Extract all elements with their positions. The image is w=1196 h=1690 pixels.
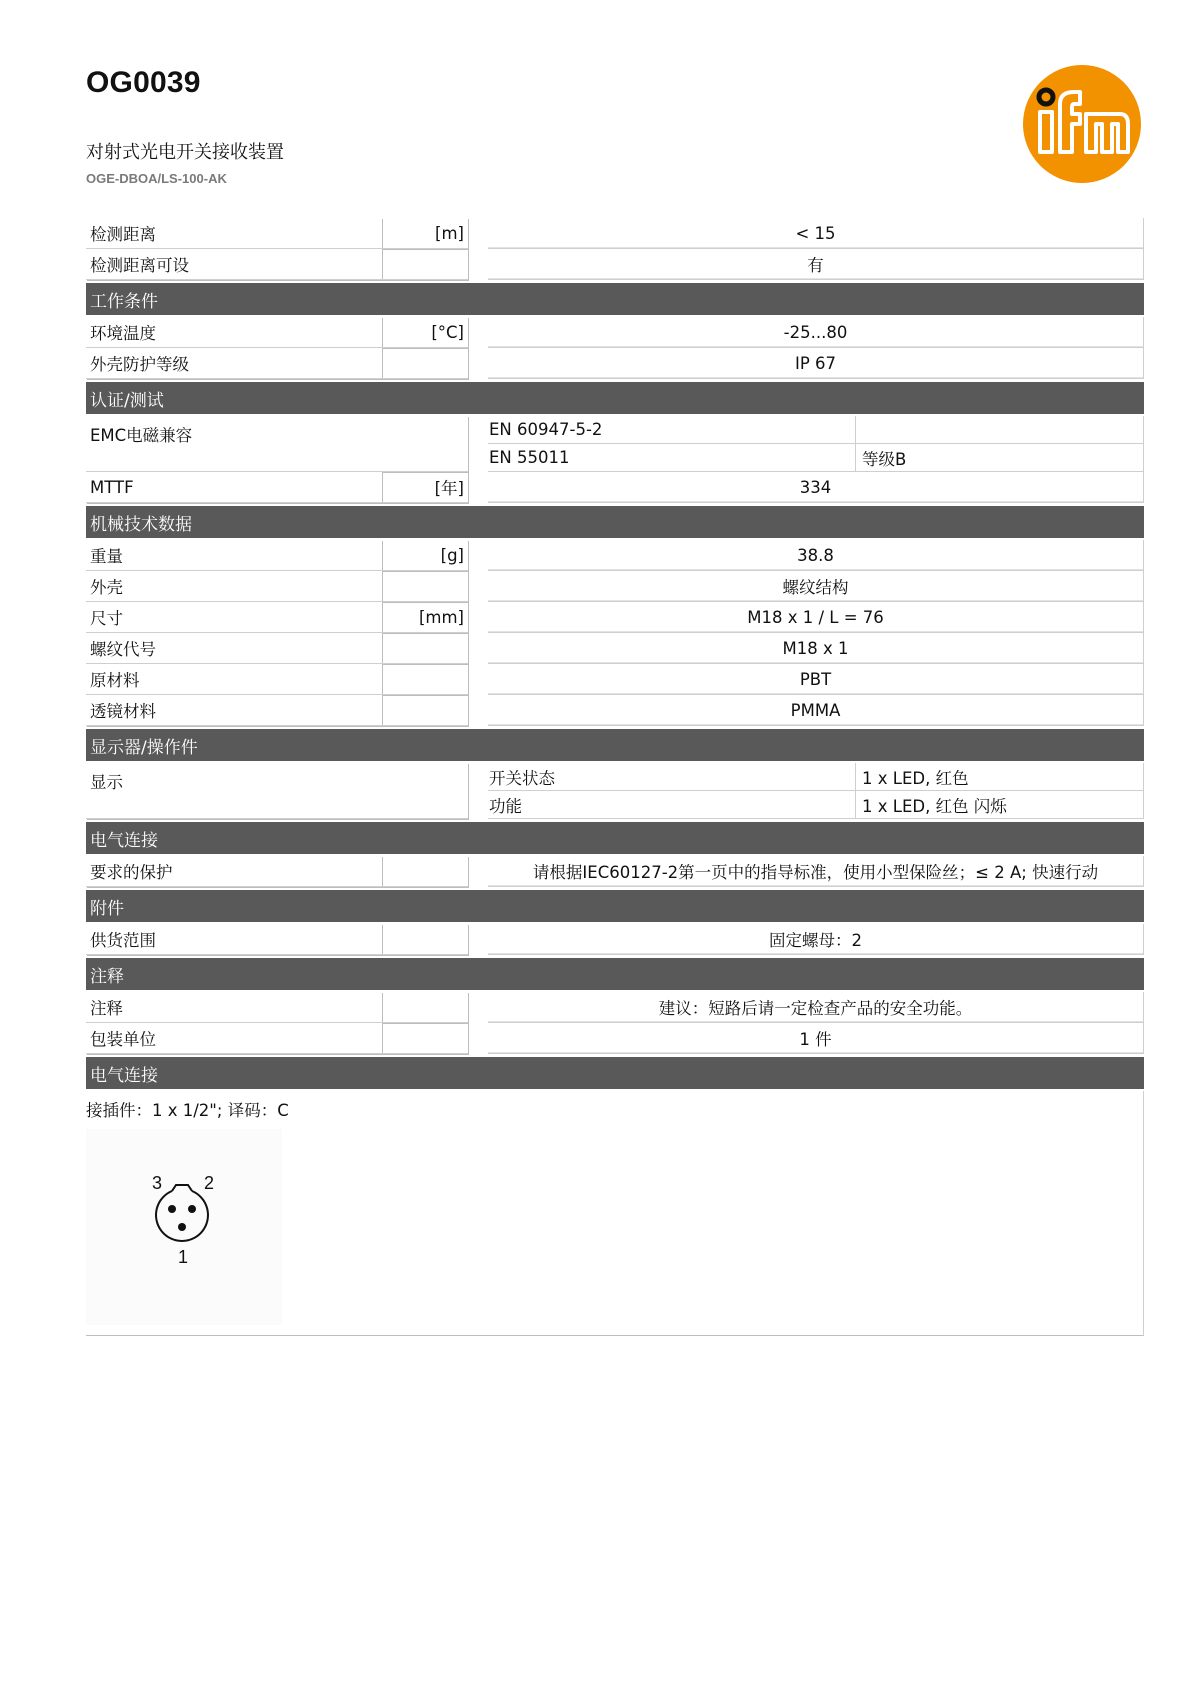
connection-panel bbox=[86, 1091, 1144, 1336]
connector-description: 接插件：1 x 1/2"; 译码：C bbox=[86, 1101, 289, 1120]
row-value: 固定螺母：2 bbox=[488, 924, 1144, 955]
product-name: 对射式光电开关接收装置 bbox=[86, 142, 284, 163]
row-label: 重量 bbox=[86, 540, 382, 571]
row-label: 外壳 bbox=[86, 571, 382, 602]
row-unit bbox=[382, 856, 468, 887]
emc-class: 等级B bbox=[856, 444, 1144, 472]
connector-pinout bbox=[86, 1129, 282, 1325]
pin-1 bbox=[178, 1223, 186, 1231]
row-unit bbox=[382, 633, 468, 664]
section-display: 显示器/操作件 bbox=[86, 729, 1144, 761]
row-unit bbox=[382, 348, 468, 379]
row-weight bbox=[86, 540, 1144, 571]
row-unit bbox=[382, 992, 468, 1023]
section-accessories: 附件 bbox=[86, 890, 1144, 922]
row-label: EMC电磁兼容 bbox=[90, 426, 193, 445]
row-value: < 15 bbox=[488, 218, 1144, 249]
row-protection-rating bbox=[86, 348, 1144, 379]
row-value: 有 bbox=[488, 249, 1144, 280]
row-dimensions bbox=[86, 602, 1144, 633]
row-value: 38.8 bbox=[488, 540, 1144, 571]
row-value: 建议：短路后请一定检查产品的安全功能。 bbox=[488, 992, 1144, 1023]
row-remark bbox=[86, 992, 1144, 1023]
row-value: 334 bbox=[488, 472, 1144, 503]
section-connection: 电气连接 bbox=[86, 1057, 1144, 1089]
row-label: 注释 bbox=[86, 992, 382, 1023]
row-unit bbox=[382, 664, 468, 695]
row-label: 供货范围 bbox=[86, 924, 382, 955]
pin-label: 2 bbox=[204, 1173, 215, 1193]
row-display bbox=[86, 763, 1144, 819]
row-value: PBT bbox=[488, 664, 1144, 695]
row-range-adjustable bbox=[86, 249, 1144, 280]
pin-label: 3 bbox=[152, 1173, 163, 1193]
pin-3 bbox=[168, 1205, 176, 1213]
row-value: M18 x 1 bbox=[488, 633, 1144, 664]
datasheet-table bbox=[86, 218, 1144, 1336]
row-lens-material bbox=[86, 695, 1144, 726]
pin-2 bbox=[188, 1205, 196, 1213]
row-unit bbox=[382, 695, 468, 726]
row-mttf bbox=[86, 472, 1144, 503]
row-value: PMMA bbox=[488, 695, 1144, 726]
pin-label: 1 bbox=[178, 1247, 189, 1267]
row-label: 要求的保护 bbox=[86, 856, 382, 887]
display-item: 功能 bbox=[488, 791, 856, 819]
product-code: OG0039 bbox=[86, 66, 201, 99]
row-ambient-temperature bbox=[86, 317, 1144, 348]
row-pack-quantity bbox=[86, 1023, 1144, 1054]
display-led: 1 x LED, 红色 bbox=[856, 763, 1144, 791]
row-sensing-range bbox=[86, 218, 1144, 249]
section-operating-conditions: 工作条件 bbox=[86, 283, 1144, 315]
row-value: 1 件 bbox=[488, 1023, 1144, 1054]
row-unit bbox=[382, 1023, 468, 1054]
row-label: 螺纹代号 bbox=[86, 633, 382, 664]
row-label: 检测距离 bbox=[86, 218, 382, 249]
row-label: 检测距离可设 bbox=[86, 249, 382, 280]
emc-class bbox=[856, 416, 1144, 444]
row-material bbox=[86, 664, 1144, 695]
row-unit: [m] bbox=[382, 218, 468, 249]
row-scope-of-delivery bbox=[86, 924, 1144, 955]
row-label: 环境温度 bbox=[86, 317, 382, 348]
section-certification: 认证/测试 bbox=[86, 382, 1144, 414]
row-value: M18 x 1 / L = 76 bbox=[488, 602, 1144, 633]
display-item: 开关状态 bbox=[488, 763, 856, 791]
row-protection-required bbox=[86, 856, 1144, 887]
display-led: 1 x LED, 红色 闪烁 bbox=[856, 791, 1144, 819]
row-unit: [°C] bbox=[382, 317, 468, 348]
row-label: 原材料 bbox=[86, 664, 382, 695]
row-label: 尺寸 bbox=[86, 602, 382, 633]
row-unit bbox=[382, 924, 468, 955]
row-unit bbox=[382, 249, 468, 280]
row-emc bbox=[86, 416, 1144, 472]
row-housing bbox=[86, 571, 1144, 602]
row-value: -25...80 bbox=[488, 317, 1144, 348]
emc-standard: EN 55011 bbox=[488, 444, 856, 472]
row-unit: [mm] bbox=[382, 602, 468, 633]
row-unit: [g] bbox=[382, 540, 468, 571]
row-thread bbox=[86, 633, 1144, 664]
row-value: 螺纹结构 bbox=[488, 571, 1144, 602]
row-unit: [年] bbox=[382, 472, 468, 503]
section-electrical: 电气连接 bbox=[86, 822, 1144, 854]
row-value: IP 67 bbox=[488, 348, 1144, 379]
model-number: OGE-DBOA/LS-100-AK bbox=[86, 171, 227, 186]
row-label: 透镜材料 bbox=[86, 695, 382, 726]
row-label: 外壳防护等级 bbox=[86, 348, 382, 379]
emc-standard: EN 60947-5-2 bbox=[488, 416, 856, 444]
connector-pin-diagram-icon bbox=[86, 1129, 282, 1325]
section-remarks: 注释 bbox=[86, 958, 1144, 990]
section-mechanical: 机械技术数据 bbox=[86, 506, 1144, 538]
row-label: 显示 bbox=[90, 773, 123, 792]
row-label: MTTF bbox=[86, 472, 382, 503]
row-unit bbox=[382, 571, 468, 602]
row-label: 包装单位 bbox=[86, 1023, 382, 1054]
ifm-logo-icon bbox=[1022, 64, 1142, 184]
row-value: 请根据IEC60127-2第一页中的指导标准，使用小型保险丝；≤ 2 A; 快速行动 bbox=[488, 856, 1144, 887]
